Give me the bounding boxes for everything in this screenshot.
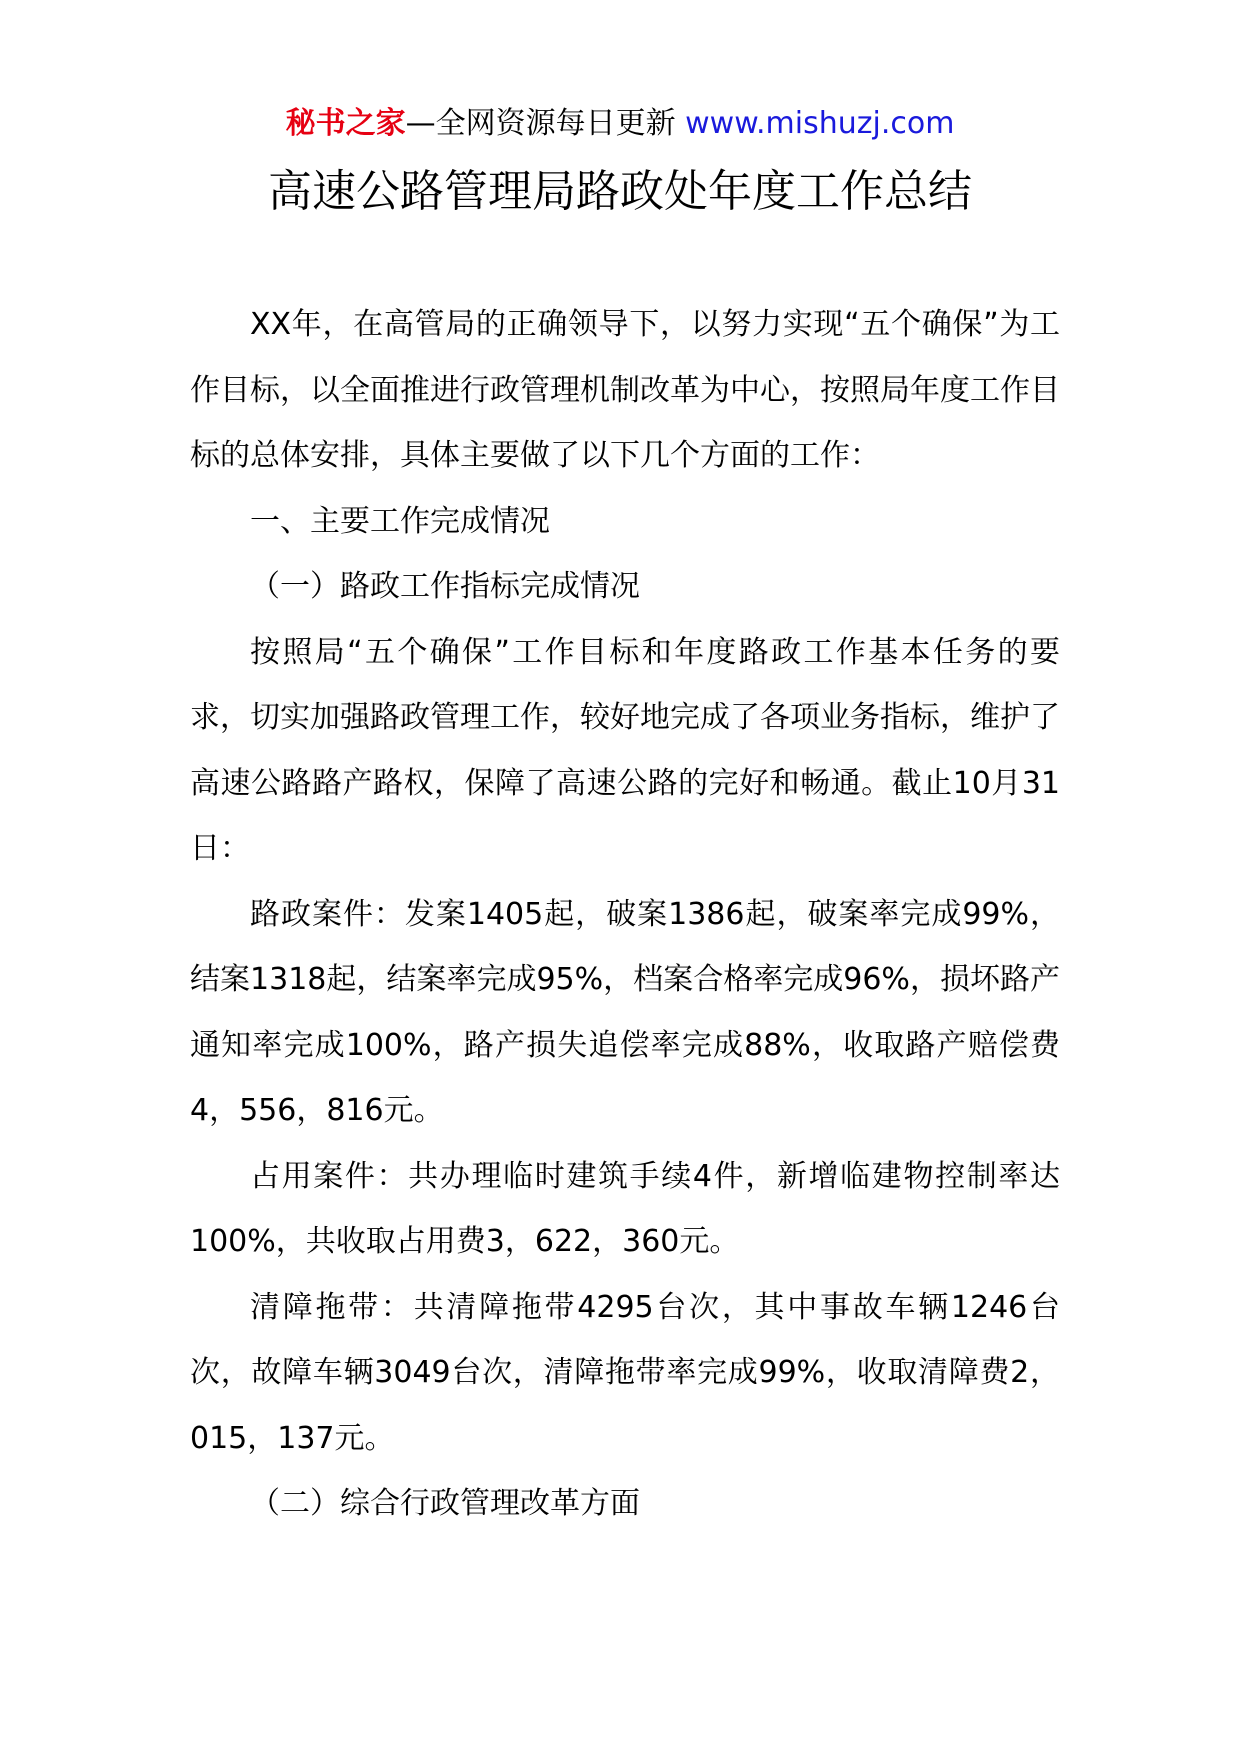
- body-paragraph: 按照局“五个确保”工作目标和年度路政工作基本任务的要求，切实加强路政管理工作，较好地完成了各项业务指标，维护了高速公路路产路权，保障了高速公路的完好和畅通。截止10月31日：: [190, 634, 1060, 866]
- document-title: 高速公路管理局路政处年度工作总结: [268, 166, 972, 217]
- body-paragraph-road-cases: 路政案件：发案1405起，破案1386起，破案率完成99%，结案1318起，结案率完成95%，档案合格率完成96%，损坏路产通知率完成100%，路产损失追偿率完成88%，收取路产赔偿费4，556，816元。: [190, 896, 1060, 1128]
- subsection-heading-1: （一）路政工作指标完成情况: [250, 569, 640, 604]
- site-url-link[interactable]: www.mishuzj.com: [685, 106, 955, 141]
- site-tagline: —全网资源每日更新: [405, 106, 676, 141]
- intro-paragraph: XX年，在高管局的正确领导下，以努力实现“五个确保”为工作目标，以全面推进行政管理机制改革为中心，按照局年度工作目标的总体安排，具体主要做了以下几个方面的工作：: [190, 307, 1060, 473]
- section-heading-1: 一、主要工作完成情况: [250, 503, 550, 539]
- subsection-heading-2: （二）综合行政管理改革方面: [250, 1486, 640, 1521]
- site-brand: 秘书之家: [285, 106, 406, 141]
- site-header: [0, 104, 1240, 144]
- document-body: [190, 292, 1060, 1537]
- body-paragraph-towing: 清障拖带：共清障拖带4295台次，其中事故车辆1246台次，故障车辆3049台次，清障拖带率完成99%，收取清障费2，015，137元。: [190, 1289, 1060, 1456]
- body-paragraph-occupancy-cases: 占用案件：共办理临时建筑手续4件，新增临建物控制率达100%，共收取占用费3，622，360元。: [190, 1158, 1060, 1259]
